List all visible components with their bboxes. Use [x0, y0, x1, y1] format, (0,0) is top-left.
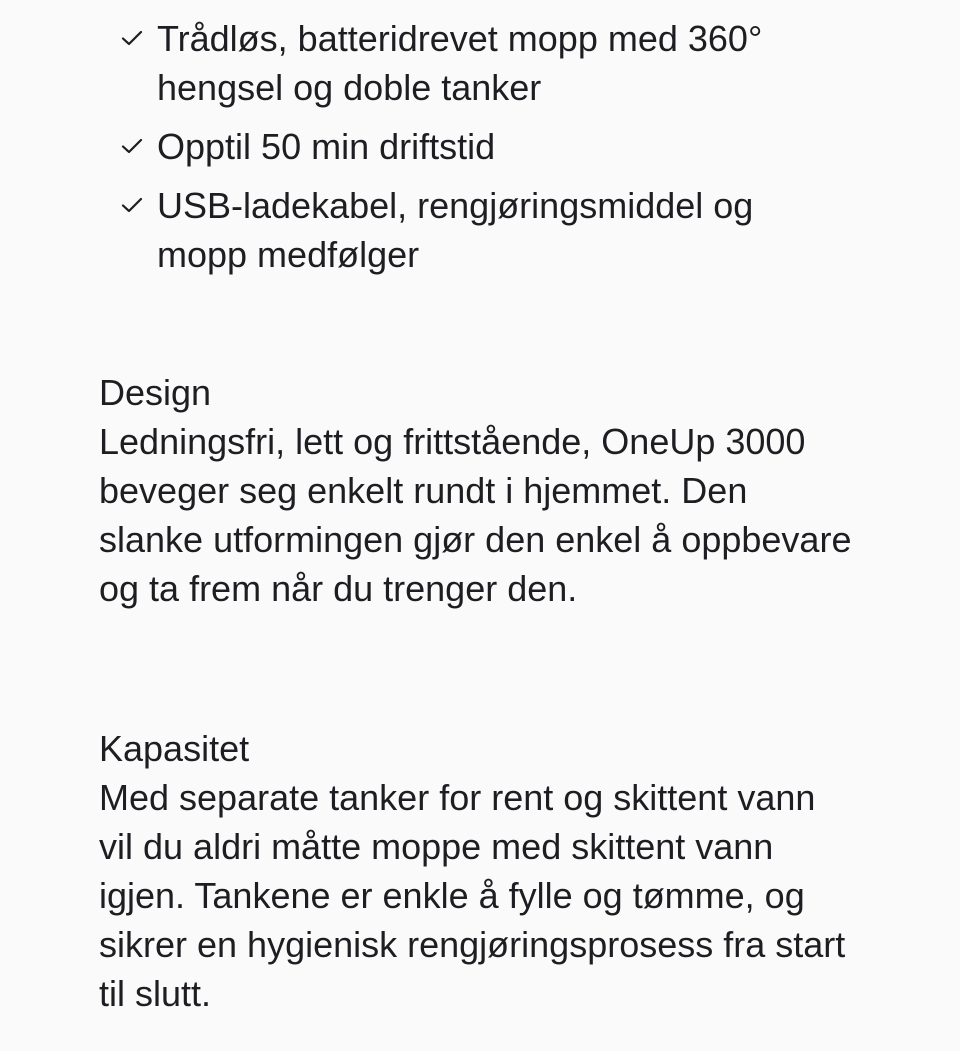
- feature-text: Trådløs, batteridrevet mopp med 360° hengsel og doble tanker: [157, 18, 763, 108]
- capacity-body: Med separate tanker for rent og skittent vann vil du aldri måtte moppe med skittent vann igjen. Tankene er enkle å fylle og tømme, og sikrer en hygienisk rengjøringsprosess fra start til slutt.: [99, 777, 846, 1014]
- check-icon: [120, 26, 144, 50]
- check-icon: [120, 134, 144, 158]
- feature-list: [120, 14, 840, 279]
- feature-item: [120, 14, 840, 112]
- design-body: Ledningsfri, lett og frittstående, OneUp 3000 beveger seg enkelt rundt i hjemmet. Den slanke utformingen gjør den enkel å oppbevare og ta frem når du trenger den.: [99, 421, 852, 609]
- feature-text: Opptil 50 min driftstid: [157, 126, 496, 167]
- design-section: [99, 368, 859, 613]
- feature-item: [120, 181, 840, 279]
- capacity-section: [99, 724, 859, 1018]
- feature-text: USB-ladekabel, rengjøringsmiddel og mopp medfølger: [157, 185, 754, 275]
- design-heading: Design: [99, 372, 212, 413]
- capacity-heading: Kapasitet: [99, 728, 250, 769]
- feature-item: [120, 122, 840, 171]
- check-icon: [120, 193, 144, 217]
